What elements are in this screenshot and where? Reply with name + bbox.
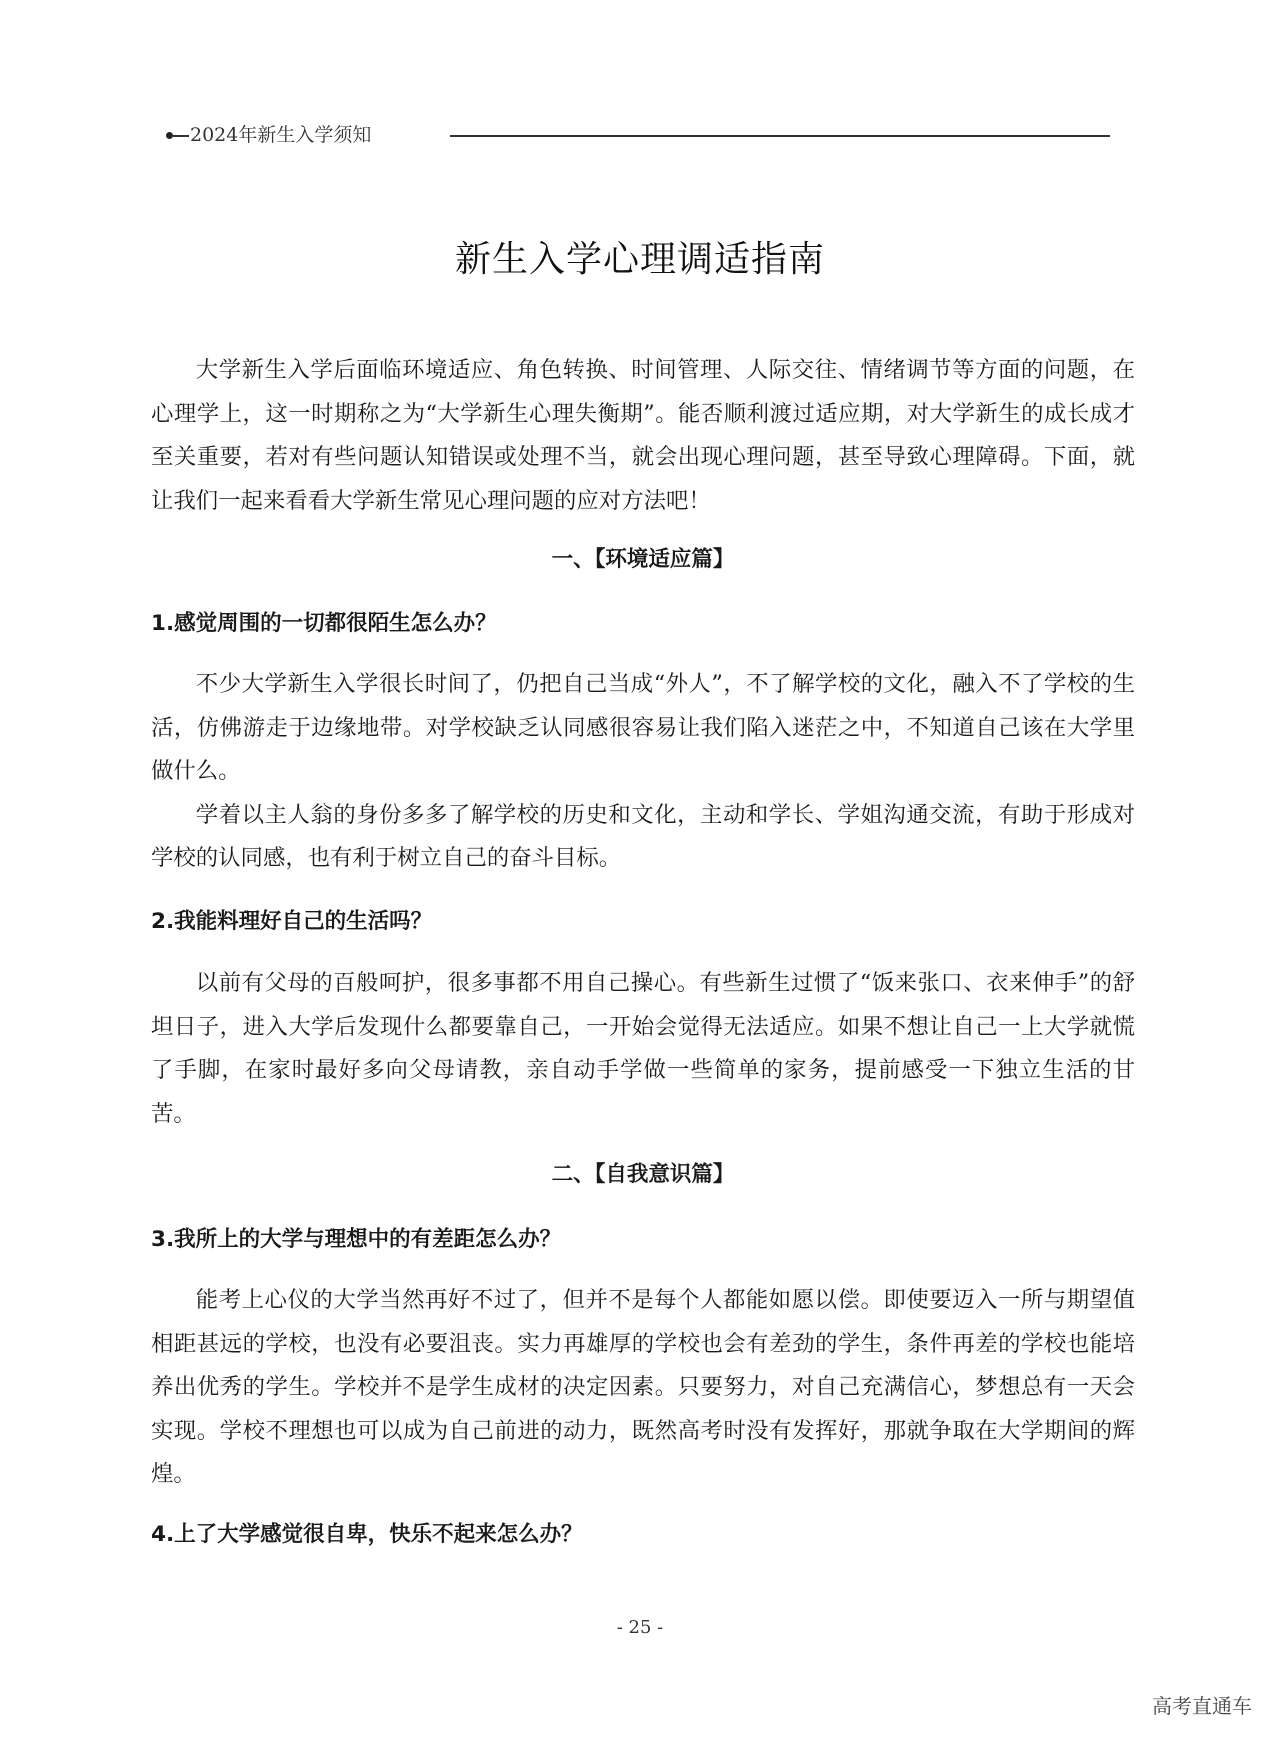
question-title: 2.我能料理好自己的生活吗？	[151, 909, 433, 934]
question-title: 1.感觉周围的一切都很陌生怎么办？	[151, 611, 497, 636]
running-header	[166, 122, 1110, 150]
section-heading-2-wrap	[151, 1155, 1135, 1195]
intro-paragraph: 大学新生入学后面临环境适应、角色转换、时间管理、人际交往、情绪调节等方面的问题，在心理学上，这一时期称之为“大学新生心理失衡期”。能否顺利渡过适应期，对大学新生的成长成才至关重要，若对有些问题认知错误或处理不当，就会出现心理问题，甚至导致心理障碍。下面，就让我们一起来看看大学新生常见心理问题的应对方法吧！	[151, 357, 1135, 514]
bullet-dot	[166, 132, 173, 139]
question-title: 3.我所上的大学与理想中的有差距怎么办？	[151, 1227, 562, 1252]
section-heading-1-wrap	[151, 540, 1135, 580]
question-title: 4.上了大学感觉很自卑，快乐不起来怎么办？	[151, 1522, 583, 1547]
question-1-wrap	[151, 604, 1135, 644]
answer-paragraph: 以前有父母的百般呵护，很多事都不用自己操心。有些新生过惯了“饭来张口、衣来伸手”的舒坦日子，进入大学后发现什么都要靠自己，一开始会觉得无法适应。如果不想让自己一上大学就慌了手脚，在家时最好多向父母请教，亲自动手学做一些简单的家务，提前感受一下独立生活的甘苦。	[151, 970, 1135, 1127]
answer-paragraph: 学着以主人翁的身份多多了解学校的历史和文化，主动和学长、学姐沟通交流，有助于形成对学校的认同感，也有利于树立自己的奋斗目标。	[151, 801, 1135, 871]
answer-paragraph: 能考上心仪的大学当然再好不过了，但并不是每个人都能如愿以偿。即使要迈入一所与期望值相距甚远的学校，也没有必要沮丧。实力再雄厚的学校也会有差劲的学生，条件再差的学校也能培养出优秀的学生。学校并不是学生成材的决定因素。只要努力，对自己充满信心，梦想总有一天会实现。学校不理想也可以成为自己前进的动力，既然高考时没有发挥好，那就争取在大学期间的辉煌。	[151, 1287, 1135, 1487]
section-heading: 二、【自我意识篇】	[551, 1162, 735, 1187]
question-2-wrap	[151, 902, 1135, 942]
question-3-wrap	[151, 1220, 1135, 1260]
answer-2-wrap	[151, 962, 1135, 1136]
answer-paragraph: 不少大学新生入学很长时间了，仍把自己当成“外人”，不了解学校的文化，融入不了学校的生活，仿佛游走于边缘地带。对学校缺乏认同感很容易让我们陷入迷茫之中，不知道自己该在大学里做什么。	[151, 671, 1135, 784]
question-4-wrap	[151, 1515, 1135, 1555]
answer-1-wrap	[151, 663, 1135, 881]
watermark-text: 高考直通车	[1152, 1694, 1252, 1718]
header-text: 2024年新生入学须知	[190, 124, 372, 146]
page-number: - 25 -	[616, 1617, 664, 1638]
intro-block	[151, 349, 1135, 523]
header-dash	[173, 135, 189, 137]
answer-3-wrap	[151, 1279, 1135, 1497]
section-heading: 一、【环境适应篇】	[551, 547, 735, 572]
page-title: 新生入学心理调适指南	[454, 239, 825, 280]
header-rule	[450, 135, 1110, 137]
